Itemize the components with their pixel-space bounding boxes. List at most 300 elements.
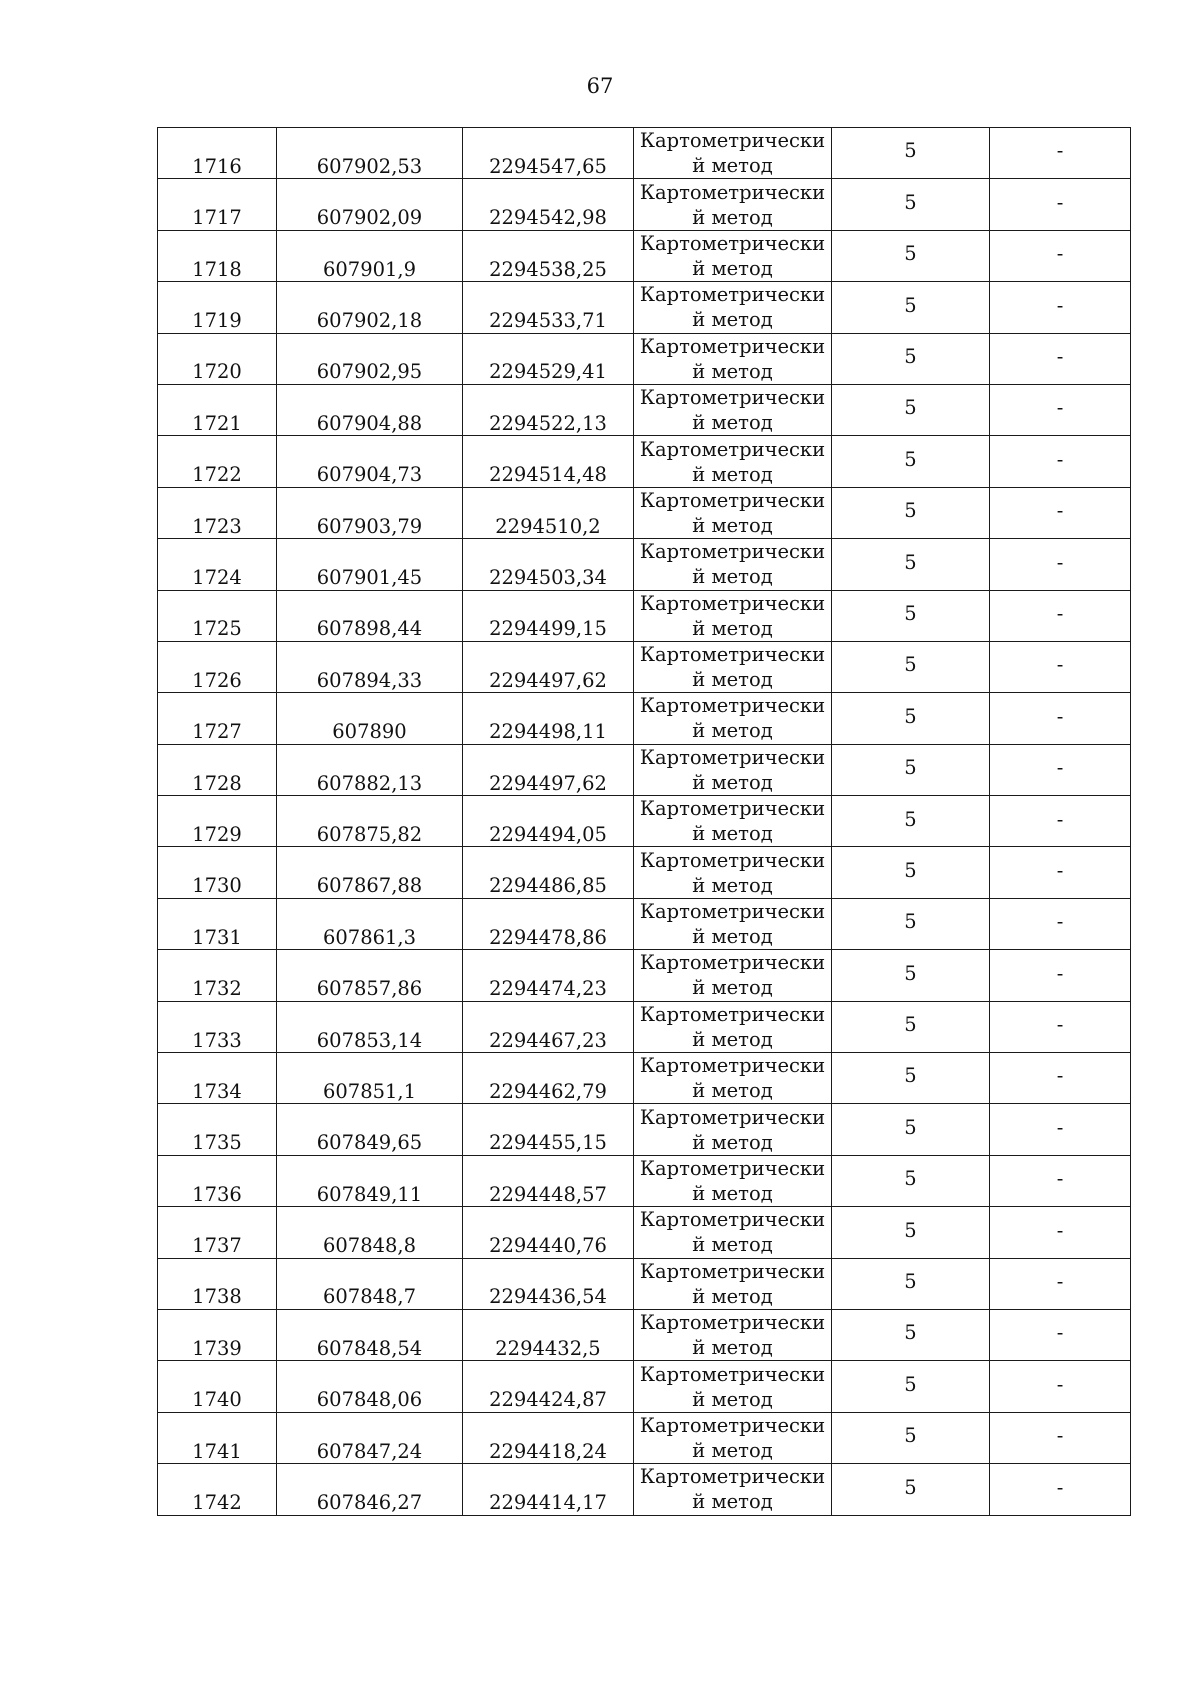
method-line-2: й метод xyxy=(692,411,773,435)
x-coordinate-cell: 607902,09 xyxy=(277,179,463,230)
accuracy-cell xyxy=(832,1258,990,1309)
x-coordinate-cell: 607902,18 xyxy=(277,282,463,333)
note-cell xyxy=(990,950,1131,1001)
note-cell xyxy=(990,590,1131,641)
note-value: - xyxy=(1056,704,1064,728)
x-coordinate-cell: 607851,1 xyxy=(277,1053,463,1104)
y-coordinate-cell: 2294542,98 xyxy=(463,179,634,230)
method-cell xyxy=(634,1464,832,1515)
method-line-1: Картометрически xyxy=(639,231,826,255)
note-cell xyxy=(990,693,1131,744)
method-line-1: Картометрически xyxy=(639,334,826,358)
method-line-1: Картометрически xyxy=(639,1259,826,1283)
y-coordinate-cell: 2294455,15 xyxy=(463,1104,634,1155)
y-coordinate-cell: 2294510,2 xyxy=(463,487,634,538)
x-coordinate-cell: 607848,8 xyxy=(277,1207,463,1258)
method-cell xyxy=(634,128,832,179)
method-line-2: й метод xyxy=(692,462,773,486)
method-line-1: Картометрически xyxy=(639,1157,826,1180)
accuracy-cell xyxy=(832,847,990,898)
accuracy-cell xyxy=(832,744,990,795)
method-cell xyxy=(634,487,832,538)
note-value: - xyxy=(1056,345,1064,368)
point-number-cell: 1739 xyxy=(158,1309,277,1360)
method-line-2: й метод xyxy=(692,1233,773,1257)
table-row xyxy=(158,1155,1131,1206)
method-line-2: й метод xyxy=(692,256,773,280)
table-row xyxy=(158,1207,1131,1258)
accuracy-value: 5 xyxy=(904,807,917,831)
point-number-cell: 1718 xyxy=(158,230,277,281)
y-coordinate-cell: 2294440,76 xyxy=(463,1207,634,1258)
accuracy-cell xyxy=(832,333,990,384)
method-line-1: Картометрически xyxy=(639,386,826,410)
method-line-1: Картометрически xyxy=(639,797,826,821)
accuracy-value: 5 xyxy=(904,190,917,214)
accuracy-value: 5 xyxy=(904,1321,917,1345)
table-row xyxy=(158,230,1131,281)
method-line-2: й метод xyxy=(692,359,773,383)
table-row xyxy=(158,333,1131,384)
accuracy-value: 5 xyxy=(904,1475,917,1499)
note-cell xyxy=(990,641,1131,692)
note-value: - xyxy=(1056,961,1064,985)
x-coordinate-cell: 607903,79 xyxy=(277,487,463,538)
method-line-1: Картометрически xyxy=(639,180,826,204)
accuracy-value: 5 xyxy=(904,396,917,420)
note-cell xyxy=(990,179,1131,230)
x-coordinate-cell: 607853,14 xyxy=(277,1001,463,1052)
table-row xyxy=(158,1309,1131,1360)
y-coordinate-cell: 2294432,5 xyxy=(463,1309,634,1360)
table-row xyxy=(158,847,1131,898)
accuracy-value: 5 xyxy=(904,1167,917,1191)
method-cell xyxy=(634,1361,832,1412)
note-cell xyxy=(990,1207,1131,1258)
accuracy-cell xyxy=(832,1464,990,1515)
point-number-cell: 1720 xyxy=(158,333,277,384)
point-number-cell: 1726 xyxy=(158,641,277,692)
method-cell xyxy=(634,1412,832,1463)
x-coordinate-cell: 607861,3 xyxy=(277,898,463,949)
note-value: - xyxy=(1056,858,1064,882)
note-cell xyxy=(990,333,1131,384)
table-row xyxy=(158,641,1131,692)
accuracy-cell xyxy=(832,1309,990,1360)
note-cell xyxy=(990,1361,1131,1412)
note-cell xyxy=(990,898,1131,949)
note-value: - xyxy=(1056,1270,1064,1294)
table-row xyxy=(158,744,1131,795)
method-line-2: й метод xyxy=(692,1387,773,1411)
method-cell xyxy=(634,1001,832,1052)
y-coordinate-cell: 2294514,48 xyxy=(463,436,634,487)
note-value: - xyxy=(1056,293,1064,317)
method-cell xyxy=(634,384,832,435)
method-cell xyxy=(634,898,832,949)
x-coordinate-cell: 607849,11 xyxy=(277,1155,463,1206)
point-number-cell: 1725 xyxy=(158,590,277,641)
note-value: - xyxy=(1056,1475,1064,1499)
accuracy-cell xyxy=(832,384,990,435)
method-cell xyxy=(634,539,832,590)
accuracy-cell xyxy=(832,641,990,692)
note-value: - xyxy=(1056,1115,1064,1139)
accuracy-cell xyxy=(832,1053,990,1104)
table-row xyxy=(158,693,1131,744)
accuracy-value: 5 xyxy=(904,242,917,266)
x-coordinate-cell: 607867,88 xyxy=(277,847,463,898)
accuracy-value: 5 xyxy=(904,447,917,471)
x-coordinate-cell: 607875,82 xyxy=(277,796,463,847)
point-number-cell: 1735 xyxy=(158,1104,277,1155)
accuracy-value: 5 xyxy=(904,1270,917,1294)
x-coordinate-cell: 607904,73 xyxy=(277,436,463,487)
accuracy-cell xyxy=(832,1155,990,1206)
method-line-2: й метод xyxy=(692,719,773,743)
note-cell xyxy=(990,282,1131,333)
x-coordinate-cell: 607846,27 xyxy=(277,1464,463,1515)
method-line-2: й метод xyxy=(692,1284,773,1308)
table-row xyxy=(158,950,1131,1001)
method-line-1: Картометрически xyxy=(639,283,826,307)
method-line-2: й метод xyxy=(692,1182,773,1205)
accuracy-value: 5 xyxy=(904,139,917,163)
table-row xyxy=(158,796,1131,847)
accuracy-cell xyxy=(832,1412,990,1463)
y-coordinate-cell: 2294503,34 xyxy=(463,539,634,590)
accuracy-value: 5 xyxy=(904,499,917,523)
point-number-cell: 1728 xyxy=(158,744,277,795)
note-value: - xyxy=(1056,396,1064,420)
note-value: - xyxy=(1056,1424,1064,1448)
note-value: - xyxy=(1056,190,1064,214)
method-cell xyxy=(634,436,832,487)
note-value: - xyxy=(1056,1321,1064,1345)
point-number-cell: 1727 xyxy=(158,693,277,744)
table-row xyxy=(158,590,1131,641)
point-number-cell: 1736 xyxy=(158,1155,277,1206)
table-row xyxy=(158,1053,1131,1104)
note-cell xyxy=(990,1155,1131,1206)
method-cell xyxy=(634,333,832,384)
table-row xyxy=(158,179,1131,230)
method-cell xyxy=(634,641,832,692)
x-coordinate-cell: 607894,33 xyxy=(277,641,463,692)
method-cell xyxy=(634,1309,832,1360)
y-coordinate-cell: 2294494,05 xyxy=(463,796,634,847)
note-value: - xyxy=(1056,1064,1064,1088)
note-cell xyxy=(990,230,1131,281)
method-line-2: й метод xyxy=(692,668,773,692)
method-cell xyxy=(634,796,832,847)
note-cell xyxy=(990,744,1131,795)
x-coordinate-cell: 607849,65 xyxy=(277,1104,463,1155)
note-value: - xyxy=(1056,242,1064,266)
accuracy-cell xyxy=(832,282,990,333)
point-number-cell: 1716 xyxy=(158,128,277,179)
y-coordinate-cell: 2294538,25 xyxy=(463,230,634,281)
method-line-2: й метод xyxy=(692,770,773,794)
method-cell xyxy=(634,744,832,795)
note-cell xyxy=(990,1309,1131,1360)
method-line-1: Картометрически xyxy=(639,848,826,872)
y-coordinate-cell: 2294533,71 xyxy=(463,282,634,333)
method-cell xyxy=(634,1258,832,1309)
point-number-cell: 1731 xyxy=(158,898,277,949)
note-cell xyxy=(990,1258,1131,1309)
point-number-cell: 1737 xyxy=(158,1207,277,1258)
note-value: - xyxy=(1056,139,1064,163)
method-line-1: Картометрически xyxy=(639,488,826,512)
accuracy-cell xyxy=(832,1207,990,1258)
table-row xyxy=(158,898,1131,949)
y-coordinate-cell: 2294436,54 xyxy=(463,1258,634,1309)
method-line-2: й метод xyxy=(692,1027,773,1051)
note-value: - xyxy=(1056,807,1064,831)
table-row xyxy=(158,1104,1131,1155)
note-value: - xyxy=(1056,1013,1064,1037)
table-row xyxy=(158,436,1131,487)
accuracy-cell xyxy=(832,1104,990,1155)
method-line-2: й метод xyxy=(692,565,773,589)
method-cell xyxy=(634,1207,832,1258)
accuracy-value: 5 xyxy=(904,601,917,625)
y-coordinate-cell: 2294474,23 xyxy=(463,950,634,1001)
point-number-cell: 1719 xyxy=(158,282,277,333)
point-number-cell: 1742 xyxy=(158,1464,277,1515)
point-number-cell: 1717 xyxy=(158,179,277,230)
table-row xyxy=(158,487,1131,538)
note-cell xyxy=(990,1464,1131,1515)
y-coordinate-cell: 2294478,86 xyxy=(463,898,634,949)
note-value: - xyxy=(1056,1167,1064,1191)
method-line-1: Картометрически xyxy=(639,1311,826,1335)
accuracy-value: 5 xyxy=(904,653,917,677)
x-coordinate-cell: 607848,54 xyxy=(277,1309,463,1360)
note-value: - xyxy=(1056,447,1064,471)
note-cell xyxy=(990,539,1131,590)
note-cell xyxy=(990,1053,1131,1104)
accuracy-cell xyxy=(832,950,990,1001)
x-coordinate-cell: 607848,7 xyxy=(277,1258,463,1309)
table-body xyxy=(158,128,1131,1516)
table-row xyxy=(158,1001,1131,1052)
method-line-1: Картометрически xyxy=(639,745,826,769)
y-coordinate-cell: 2294462,79 xyxy=(463,1053,634,1104)
accuracy-value: 5 xyxy=(904,704,917,728)
method-line-2: й метод xyxy=(692,1079,773,1103)
accuracy-value: 5 xyxy=(904,1218,917,1242)
note-cell xyxy=(990,847,1131,898)
accuracy-cell xyxy=(832,796,990,847)
x-coordinate-cell: 607898,44 xyxy=(277,590,463,641)
note-value: - xyxy=(1056,653,1064,677)
note-cell xyxy=(990,128,1131,179)
accuracy-value: 5 xyxy=(904,293,917,317)
accuracy-cell xyxy=(832,898,990,949)
accuracy-value: 5 xyxy=(904,1372,917,1396)
x-coordinate-cell: 607901,9 xyxy=(277,230,463,281)
y-coordinate-cell: 2294497,62 xyxy=(463,641,634,692)
y-coordinate-cell: 2294499,15 xyxy=(463,590,634,641)
method-cell xyxy=(634,230,832,281)
method-line-2: й метод xyxy=(692,1438,773,1462)
method-line-2: й метод xyxy=(692,154,773,178)
y-coordinate-cell: 2294522,13 xyxy=(463,384,634,435)
accuracy-value: 5 xyxy=(904,910,917,934)
y-coordinate-cell: 2294529,41 xyxy=(463,333,634,384)
table-row xyxy=(158,128,1131,179)
method-line-2: й метод xyxy=(692,308,773,332)
method-cell xyxy=(634,1155,832,1206)
y-coordinate-cell: 2294414,17 xyxy=(463,1464,634,1515)
point-number-cell: 1723 xyxy=(158,487,277,538)
point-number-cell: 1721 xyxy=(158,384,277,435)
method-line-1: Картометрически xyxy=(639,1465,826,1489)
accuracy-cell xyxy=(832,230,990,281)
x-coordinate-cell: 607902,53 xyxy=(277,128,463,179)
accuracy-cell xyxy=(832,436,990,487)
method-line-1: Картометрически xyxy=(639,437,826,461)
table-row xyxy=(158,1361,1131,1412)
accuracy-cell xyxy=(832,539,990,590)
accuracy-value: 5 xyxy=(904,1013,917,1037)
method-line-1: Картометрически xyxy=(639,900,826,924)
point-number-cell: 1730 xyxy=(158,847,277,898)
accuracy-value: 5 xyxy=(904,1115,917,1139)
x-coordinate-cell: 607890 xyxy=(277,693,463,744)
x-coordinate-cell: 607904,88 xyxy=(277,384,463,435)
method-line-2: й метод xyxy=(692,925,773,949)
accuracy-value: 5 xyxy=(904,756,917,780)
y-coordinate-cell: 2294498,11 xyxy=(463,693,634,744)
note-value: - xyxy=(1056,1218,1064,1242)
method-cell xyxy=(634,1053,832,1104)
coordinates-table xyxy=(157,127,1131,1516)
method-line-2: й метод xyxy=(692,1490,773,1514)
accuracy-cell xyxy=(832,693,990,744)
method-line-1: Картометрически xyxy=(639,1105,826,1129)
note-value: - xyxy=(1056,756,1064,780)
y-coordinate-cell: 2294424,87 xyxy=(463,1361,634,1412)
accuracy-value: 5 xyxy=(904,858,917,882)
table-row xyxy=(158,384,1131,435)
method-line-1: Картометрически xyxy=(639,1362,826,1386)
accuracy-value: 5 xyxy=(904,961,917,985)
method-line-2: й метод xyxy=(692,513,773,537)
accuracy-value: 5 xyxy=(904,1064,917,1088)
y-coordinate-cell: 2294418,24 xyxy=(463,1412,634,1463)
y-coordinate-cell: 2294486,85 xyxy=(463,847,634,898)
point-number-cell: 1733 xyxy=(158,1001,277,1052)
method-cell xyxy=(634,179,832,230)
note-value: - xyxy=(1056,550,1064,574)
method-line-2: й метод xyxy=(692,976,773,1000)
y-coordinate-cell: 2294547,65 xyxy=(463,128,634,179)
point-number-cell: 1729 xyxy=(158,796,277,847)
method-line-2: й метод xyxy=(692,205,773,229)
method-line-1: Картометрически xyxy=(639,1002,826,1026)
page-number: 67 xyxy=(586,74,614,98)
method-line-1: Картометрически xyxy=(639,591,826,615)
method-line-1: Картометрически xyxy=(639,1054,826,1078)
point-number-cell: 1724 xyxy=(158,539,277,590)
method-line-1: Картометрически xyxy=(639,1413,826,1437)
method-line-1: Картометрически xyxy=(639,694,826,718)
method-line-2: й метод xyxy=(692,1130,773,1154)
point-number-cell: 1734 xyxy=(158,1053,277,1104)
x-coordinate-cell: 607901,45 xyxy=(277,539,463,590)
method-cell xyxy=(634,693,832,744)
method-cell xyxy=(634,1104,832,1155)
note-value: - xyxy=(1056,910,1064,934)
note-cell xyxy=(990,1412,1131,1463)
note-cell xyxy=(990,436,1131,487)
y-coordinate-cell: 2294448,57 xyxy=(463,1155,634,1206)
table-row xyxy=(158,1464,1131,1515)
accuracy-cell xyxy=(832,1361,990,1412)
method-cell xyxy=(634,950,832,1001)
x-coordinate-cell: 607848,06 xyxy=(277,1361,463,1412)
method-line-1: Картометрически xyxy=(639,1208,826,1232)
accuracy-value: 5 xyxy=(904,345,917,368)
accuracy-value: 5 xyxy=(904,1424,917,1448)
point-number-cell: 1740 xyxy=(158,1361,277,1412)
accuracy-value: 5 xyxy=(904,550,917,574)
point-number-cell: 1732 xyxy=(158,950,277,1001)
method-line-1: Картометрически xyxy=(639,951,826,975)
x-coordinate-cell: 607847,24 xyxy=(277,1412,463,1463)
note-value: - xyxy=(1056,1372,1064,1396)
method-line-2: й метод xyxy=(692,822,773,846)
note-value: - xyxy=(1056,601,1064,625)
y-coordinate-cell: 2294497,62 xyxy=(463,744,634,795)
table-row xyxy=(158,1412,1131,1463)
table-row xyxy=(158,1258,1131,1309)
method-line-1: Картометрически xyxy=(639,643,826,667)
note-cell xyxy=(990,487,1131,538)
note-cell xyxy=(990,384,1131,435)
table-row xyxy=(158,539,1131,590)
method-line-2: й метод xyxy=(692,1336,773,1360)
method-line-2: й метод xyxy=(692,873,773,897)
x-coordinate-cell: 607882,13 xyxy=(277,744,463,795)
method-line-2: й метод xyxy=(692,616,773,640)
note-cell xyxy=(990,1001,1131,1052)
x-coordinate-cell: 607902,95 xyxy=(277,333,463,384)
method-cell xyxy=(634,847,832,898)
point-number-cell: 1738 xyxy=(158,1258,277,1309)
note-cell xyxy=(990,796,1131,847)
accuracy-cell xyxy=(832,590,990,641)
accuracy-cell xyxy=(832,1001,990,1052)
method-line-1: Картометрически xyxy=(639,540,826,564)
method-cell xyxy=(634,282,832,333)
accuracy-cell xyxy=(832,487,990,538)
accuracy-cell xyxy=(832,179,990,230)
table-row xyxy=(158,282,1131,333)
method-cell xyxy=(634,590,832,641)
note-value: - xyxy=(1056,499,1064,523)
x-coordinate-cell: 607857,86 xyxy=(277,950,463,1001)
y-coordinate-cell: 2294467,23 xyxy=(463,1001,634,1052)
point-number-cell: 1741 xyxy=(158,1412,277,1463)
note-cell xyxy=(990,1104,1131,1155)
accuracy-cell xyxy=(832,128,990,179)
point-number-cell: 1722 xyxy=(158,436,277,487)
method-line-1: Картометрически xyxy=(639,129,826,153)
